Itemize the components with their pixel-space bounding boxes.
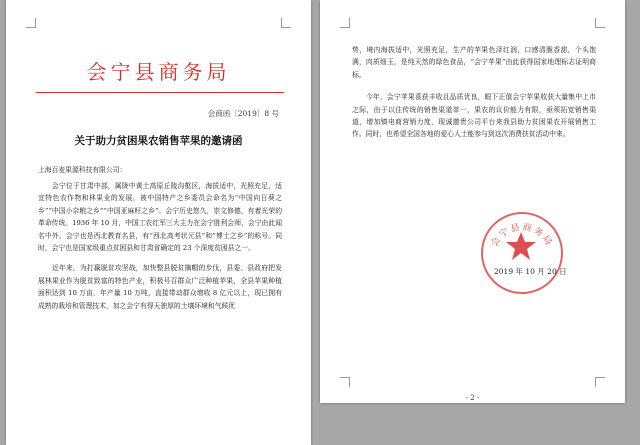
document-page-1	[6, 0, 311, 445]
page-number: - 2 -	[465, 394, 480, 402]
crop-mark	[281, 18, 291, 28]
paragraph: 会宁位于甘肃中部，属陇中黄土高原丘陵沟壑区，海拔适中，光照充足，适宜特色农作物和林果业的发展，被中国特产之乡委员会命名为“中国向日葵之乡”“中国小杂粮之乡”“中国亚麻籽之乡”。会宁历史悠久，崇文修德，有着光荣的革命传统。1936 年 10 月，中国工农红军三大主力在会宁胜利会师，会宁由此闻名中外。会宁也是西北教育名县，有“西北高考状元县”和“博士之乡”的称号。同时，会宁也是国家级重点贫困县和甘肃省确定的 23 个深度贫困县之一。	[38, 182, 282, 253]
salutation-text: 上海百麦果源科技有限公司：	[38, 166, 127, 174]
body-text-page-2	[352, 44, 596, 141]
crop-mark	[595, 18, 605, 28]
document-page-2	[320, 0, 625, 403]
crop-mark	[340, 18, 350, 28]
paragraph: 今年，会宁苹果喜获丰收且品质优良，眼下正值会宁苹果收获大量集中上市之际，由于以往传统的销售渠道单一，果农的议价能力有限，亟须拓宽销售渠道，增加镇电商营销力度，现诚邀贵公司平台来我县助力贫困果农开展销售工作。同时，也希望全国各地的爱心人士能参与到这次消费扶贫活动中来。	[352, 93, 596, 139]
salutation	[38, 164, 282, 176]
signature-date: 2019 年 10 月 20 日	[494, 267, 567, 276]
body-text-page-1	[38, 180, 282, 312]
document-number: 会商函〔2019〕8 号	[207, 109, 279, 118]
red-header-rule	[36, 92, 284, 93]
document-title: 关于助力贫困果农销售苹果的邀请函	[74, 135, 243, 147]
seal-text: 会宁县商务局	[489, 222, 555, 249]
crop-mark	[595, 377, 605, 387]
seal-star-icon	[505, 230, 537, 262]
crop-mark	[26, 18, 36, 28]
paragraph: 势，境内海拔适中，光照充足，生产的苹果色泽红润，口感清脆香甜，个头饱满，肉质细玉，是纯天然的绿色食品，“会宁苹果”由此获得国家地理标志证明商标。	[352, 46, 596, 79]
paragraph: 近年来，为打赢脱贫攻坚战，加快整县脱贫摘帽的步伐，县委、县政府把发展林果业作为脱贫致富的特色产业，积极号召群众广泛种植苹果，全县苹果种植面积达到 10 万亩，年产量 10 万吨，直接带动群众增收 8 亿元以上，现已拥有成熟的栽培和管理技术，加之会宁有得天独厚的土壤环境和气候优	[38, 264, 282, 310]
crop-mark	[340, 377, 350, 387]
issuer-header-title: 会宁县商务局	[86, 60, 231, 84]
